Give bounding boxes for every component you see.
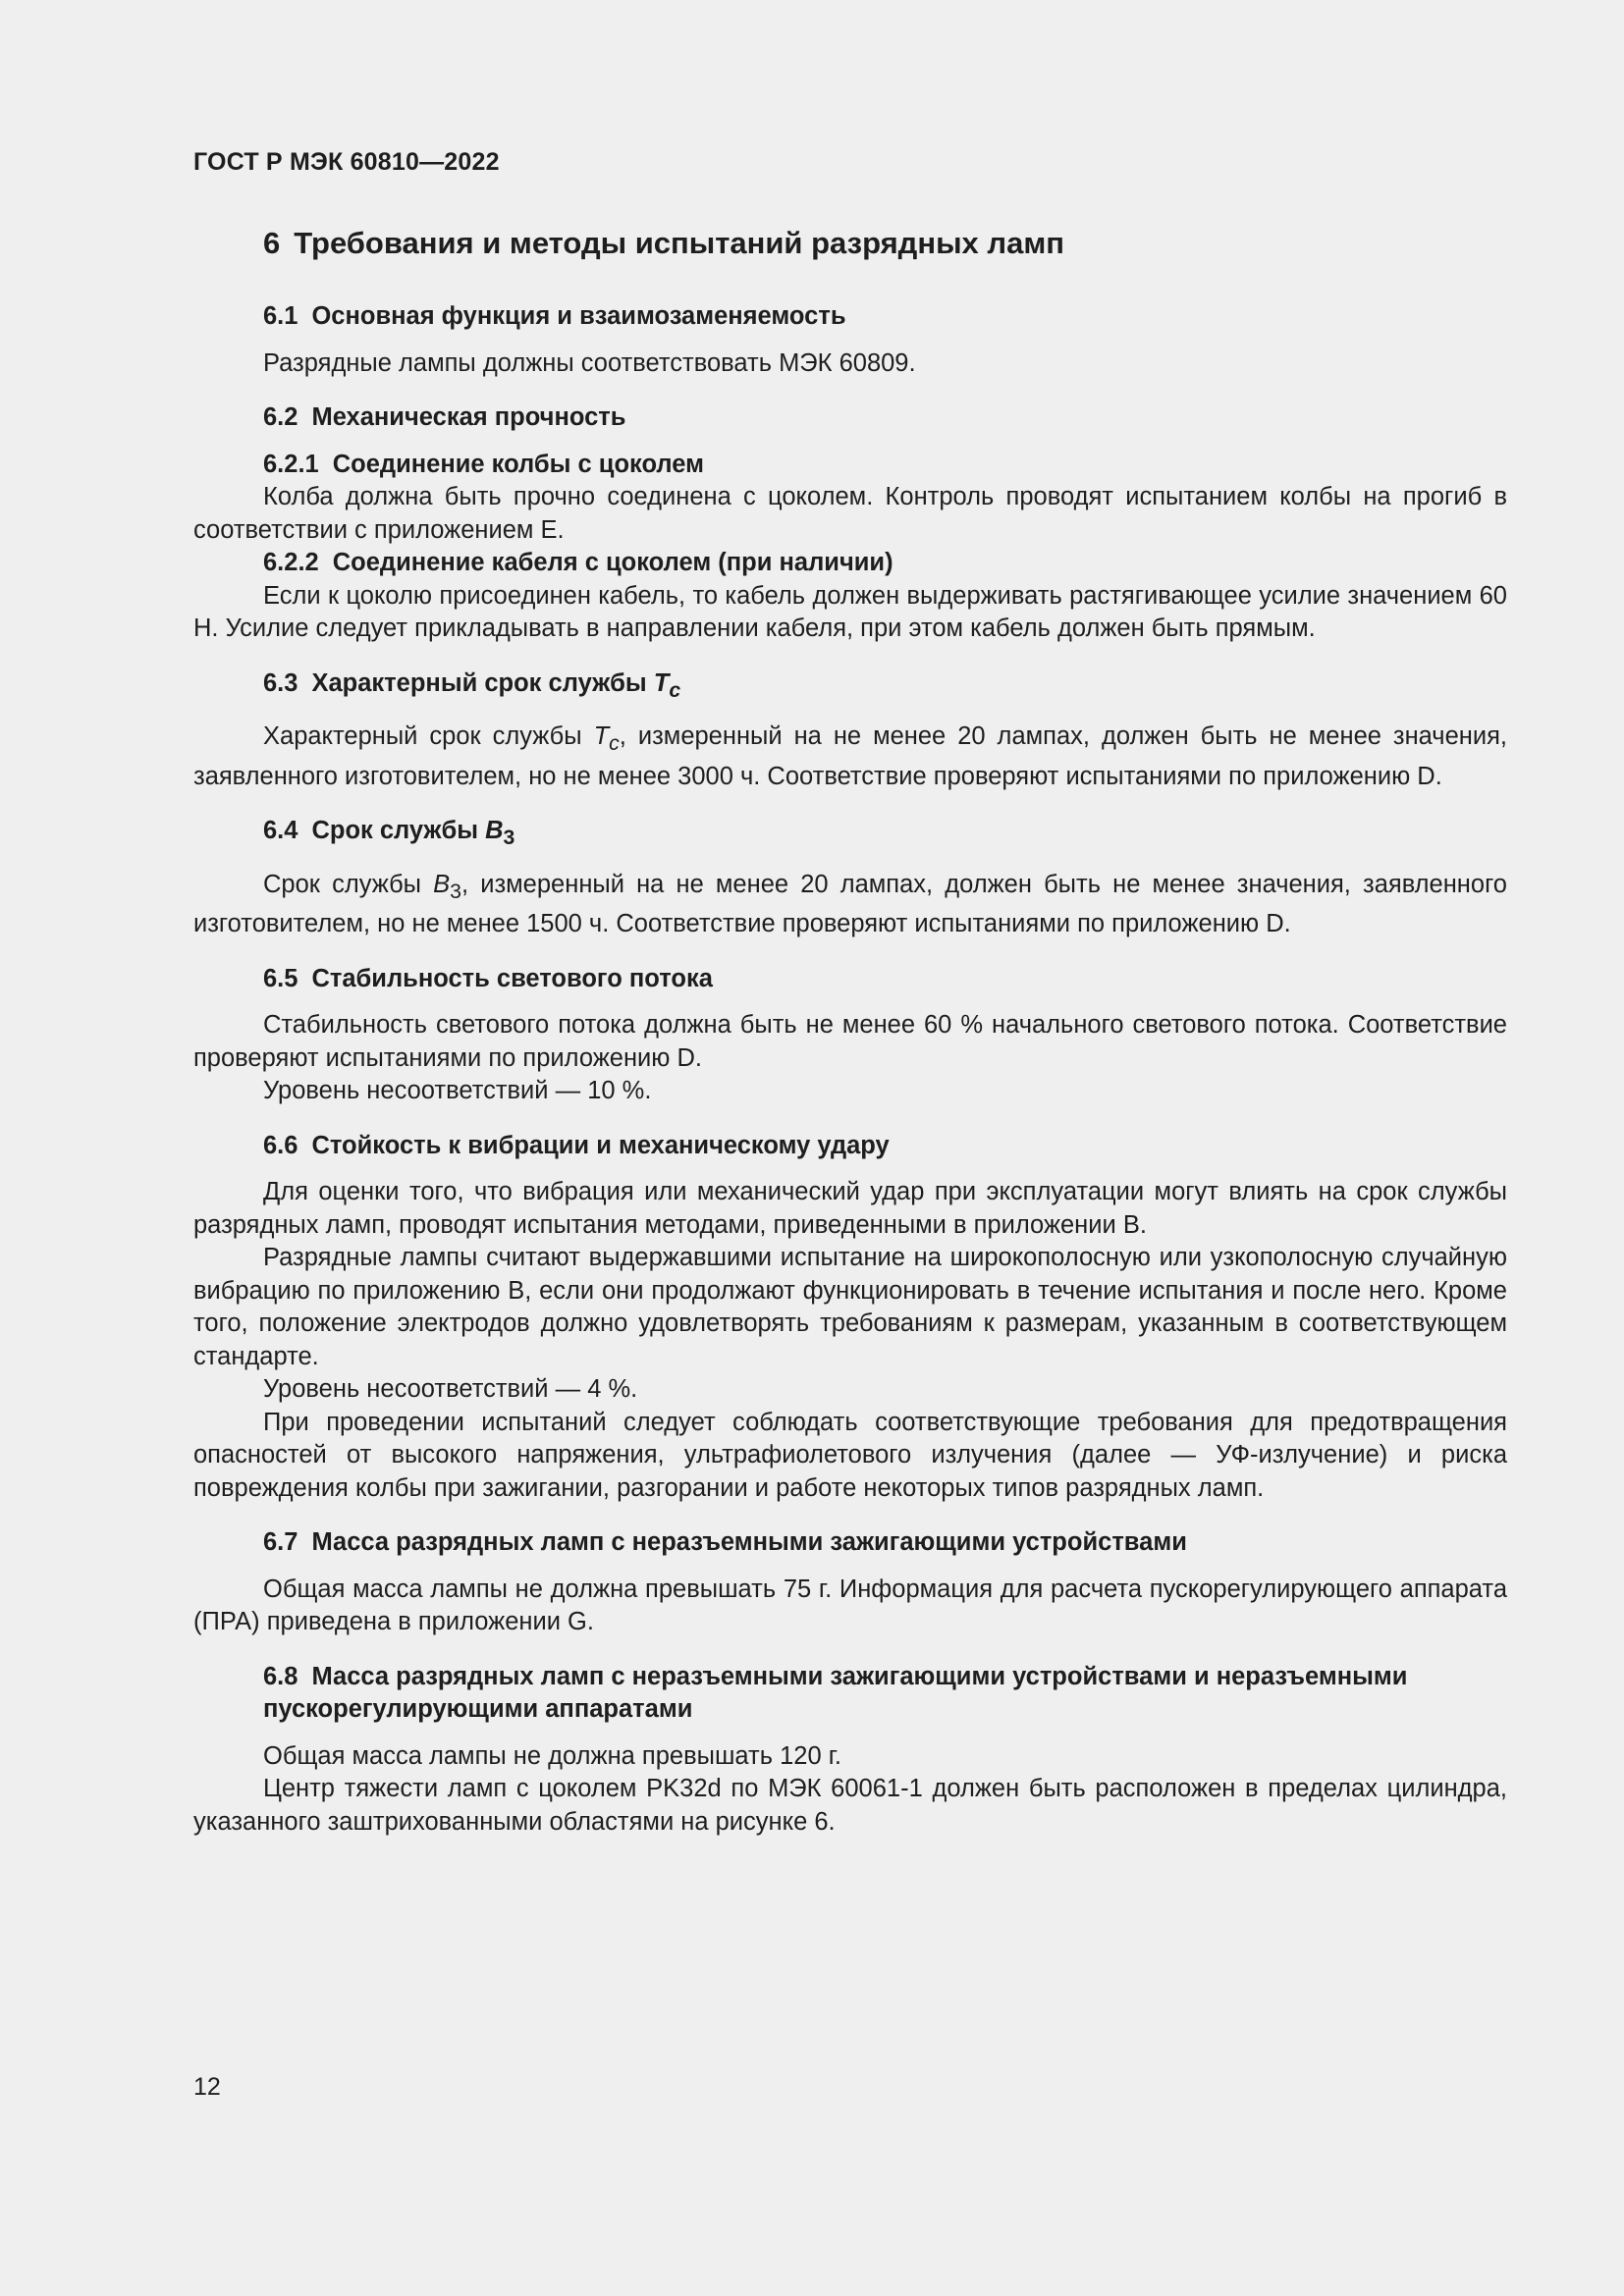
clause-title: Соединение колбы с цоколем: [332, 450, 704, 478]
subsection-6-1-heading: [193, 300, 1507, 334]
section-title: Требования и методы испытаний разрядных ламп: [294, 226, 1064, 260]
subsection-title: Основная функция и взаимозаменяемость: [311, 302, 846, 330]
subsection-number: 6.7: [263, 1528, 298, 1557]
paragraph-text: , измеренный на не менее 20 лампах, должен быть не менее значения, заявленного изготовителем, но не менее 1500 ч. Соответствие проверяют испытаниями по приложению D.: [193, 870, 1507, 938]
subsection-title: Масса разрядных ламп с неразъемными зажигающими устройствами: [311, 1528, 1187, 1557]
section-number: 6: [263, 226, 281, 260]
paragraph: Разрядные лампы считают выдержавшими испытание на широкополосную или узкополосную случайную вибрацию по приложению B, если они продолжают функционировать в течение испытания и после него. Кроме того, положение электродов должно удовлетворять требованиям к размерам, указанным в соответствующем стандарте.: [193, 1244, 1507, 1370]
subsection-6-7-heading: [193, 1526, 1507, 1560]
paragraph: Общая масса лампы не должна превышать 120 г.: [263, 1741, 842, 1770]
symbol: T: [653, 668, 670, 697]
subsection-title: Механическая прочность: [311, 403, 626, 431]
paragraph: Разрядные лампы должны соответствовать МЭК 60809.: [263, 348, 916, 377]
paragraph: Центр тяжести ламп с цоколем PK32d по МЭК 60061-1 должен быть расположен в пределах цилиндра, указанного заштрихованными областями на рисунке 6.: [193, 1775, 1507, 1836]
subsection-number: 6.3: [263, 668, 298, 697]
subsection-6-5-heading: [193, 963, 1507, 996]
paragraph: Уровень несоответствий — 4 %.: [263, 1375, 638, 1404]
subsection-number: 6.5: [263, 964, 298, 992]
subsection-6-8-heading: [193, 1661, 1507, 1727]
symbol-subscript: c: [609, 731, 620, 756]
paragraph-text: Характерный срок службы: [263, 722, 582, 751]
symbol: B: [485, 817, 504, 845]
subsection-title: Масса разрядных ламп с неразъемными зажигающими устройствами и неразъемными: [311, 1662, 1408, 1690]
paragraph: При проведении испытаний следует соблюдать соответствующие требования для предотвращения опасностей от высокого напряжения, ультрафиолетового излучения (далее — УФ-излучение) и риска повреждения колбы при зажигании, разгорании и работе некоторых типов разрядных ламп.: [193, 1408, 1507, 1502]
subsection-6-3-heading: [193, 667, 1507, 708]
symbol-subscript: 3: [503, 826, 515, 850]
paragraph: [193, 869, 1507, 941]
symbol-subscript: 3: [450, 879, 461, 903]
subsection-6-2-heading: [193, 401, 1507, 435]
subsection-6-4-heading: [193, 815, 1507, 855]
clause-number: 6.2.1: [263, 450, 319, 478]
page-content: [193, 224, 1507, 1839]
subsection-title-continued: пускорегулирующими аппаратами: [263, 1695, 693, 1724]
paragraph: Уровень несоответствий — 10 %.: [263, 1077, 652, 1105]
subsection-number: 6.6: [263, 1131, 298, 1159]
subsection-title: Срок службы: [311, 817, 479, 845]
subsection-number: 6.8: [263, 1662, 298, 1690]
paragraph: Стабильность светового потока должна быть не менее 60 % начального светового потока. Соответствие проверяют испытаниями по приложению D.: [193, 1011, 1507, 1072]
clause-number: 6.2.2: [263, 549, 319, 576]
subsection-number: 6.2: [263, 403, 298, 431]
paragraph: [193, 721, 1507, 793]
paragraph: Общая масса лампы не должна превышать 75 г. Информация для расчета пускорегулирующего аппарата (ПРА) приведена в приложении G.: [193, 1575, 1507, 1636]
paragraph: Для оценки того, что вибрация или механический удар при эксплуатации могут влиять на срок службы разрядных ламп, проводят испытания методами, приведенными в приложении B.: [193, 1178, 1507, 1239]
section-6-heading: [193, 224, 1507, 263]
subsection-6-6-heading: [193, 1130, 1507, 1163]
symbol: B: [433, 870, 451, 898]
page-number: 12: [193, 2073, 221, 2101]
clause-6-2-2-heading: [193, 547, 1507, 580]
paragraph: Колба должна быть прочно соединена с цоколем. Контроль проводят испытанием колбы на прогиб в соответствии с приложением E.: [193, 483, 1507, 544]
paragraph-text: Срок службы: [263, 870, 422, 898]
clause-6-2-1-heading: [193, 449, 1507, 482]
subsection-title: Характерный срок службы: [311, 668, 647, 697]
clause-title: Соединение кабеля с цоколем (при наличии): [332, 549, 893, 576]
paragraph: Если к цоколю присоединен кабель, то кабель должен выдерживать растягивающее усилие значением 60 Н. Усилие следует прикладывать в направлении кабеля, при этом кабель должен быть прямым.: [193, 581, 1507, 642]
symbol: T: [593, 722, 610, 751]
subsection-title: Стойкость к вибрации и механическому удару: [311, 1131, 890, 1159]
subsection-title: Стабильность светового потока: [311, 964, 713, 992]
document-id-header: ГОСТ Р МЭК 60810—2022: [193, 148, 500, 176]
subsection-number: 6.1: [263, 302, 298, 330]
symbol-subscript: c: [669, 677, 681, 702]
paragraph-text: , измеренный на не менее 20 лампах, должен быть не менее значения, заявленного изготовителем, но не менее 3000 ч. Соответствие проверяют испытаниями по приложению D.: [193, 722, 1507, 790]
subsection-number: 6.4: [263, 817, 298, 845]
